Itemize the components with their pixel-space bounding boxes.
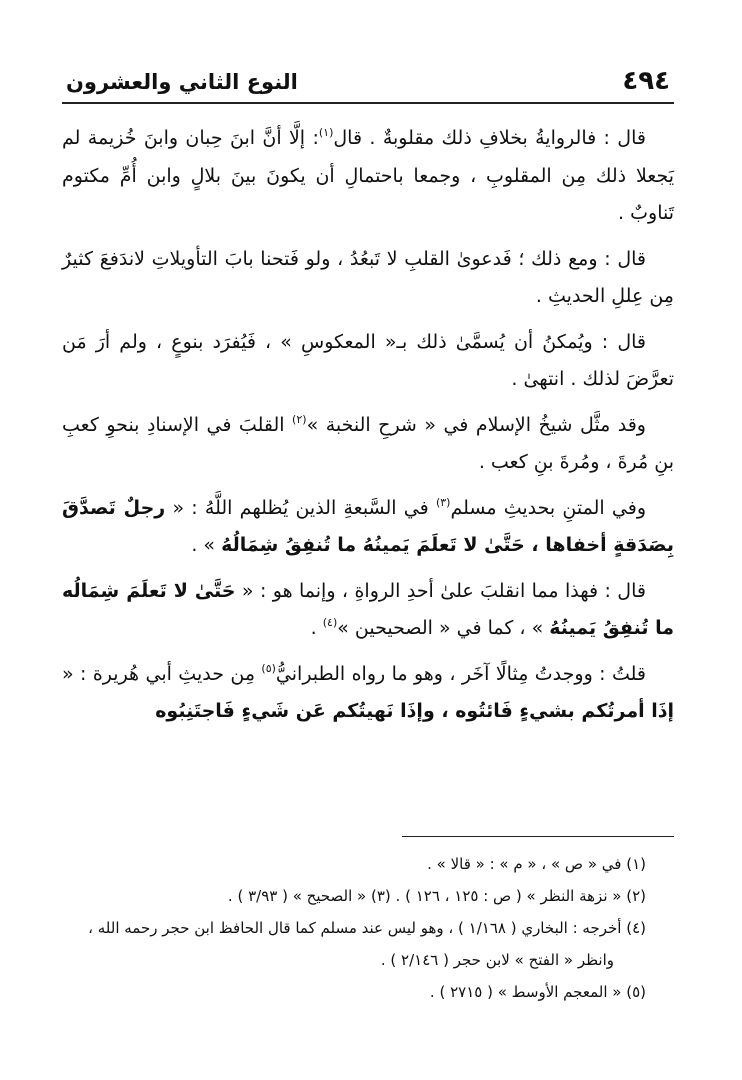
text-run: قلتُ : ووجدتُ مِثالًا آخَر ، وهو ما رواه الطبرانيُّ: [275, 662, 646, 685]
footnote-marker: (٢): [292, 412, 307, 426]
text-run: قال : ويُمكنُ أن يُسمَّىٰ ذلك بـ« المعكوسِ » ، فَيُفرَد بنوعٍ ، ولم أرَ مَن تعرَّضَ لذلك . انتهىٰ .: [62, 330, 674, 390]
text-run: مِن حديثِ أبي هُريرة : «: [62, 662, 262, 685]
text-run: » ، كما في « الصحيحين »: [337, 617, 550, 639]
hadith-quote: حَتَّىٰ لا تَعلَمَ شِمَالُه ما تُنفِقُ يَمينُهُ: [62, 579, 674, 639]
text-run: قال : ومع ذلك ؛ فَدعوىٰ القلبِ لا تَبعُدُ ، ولو فَتحنا بابَ التأويلاتِ لاندَفعَ كثيرٌ مِن عِللِ الحديثِ .: [62, 247, 674, 307]
text-run: قال : فهذا مما انقلبَ علىٰ أحدِ الرواةِ ، وإنما هو : «: [235, 579, 646, 602]
text-run: وقد مثَّل شيخُ الإسلام في « شرحِ النخبة »: [306, 413, 646, 436]
footnote: (٢) « نزهة النظر » ( ص : ١٢٥ ، ١٢٦ ) . (٣) « الصحيح » ( ٣/٩٣ ) .: [227, 887, 646, 905]
paragraph: [62, 241, 674, 316]
running-title: النوع الثاني والعشرون: [66, 70, 298, 94]
footnote-marker: (٣): [435, 495, 451, 509]
paragraph: [62, 407, 674, 482]
paragraph: [62, 490, 674, 565]
text-run: وفي المتنِ بحديثِ مسلم: [450, 496, 646, 519]
footnote-marker: (١): [318, 126, 334, 139]
paragraph: [62, 324, 674, 399]
footnote-marker: (٥): [261, 661, 276, 675]
footnote: (٤) أخرجه : البخاري ( ١/١٦٨ ) ، وهو ليس عند مسلم كما قال الحافظ ابن حجر رحمه الله ،: [88, 919, 646, 937]
text-run: : إلَّا أنَّ ابنَ حِبان وابنَ خُزيمة لم يَجعلا ذلك مِن المقلوبِ ، وجمعا باحتمالِ أن يكونَ بينَ بلالٍ وابن أُمِّ مكتوم تَناوبٌ .: [62, 127, 674, 224]
paragraph: [62, 656, 674, 731]
text-run: .: [310, 617, 323, 639]
footnote-rule: [402, 836, 674, 837]
page-number: ٤٩٤: [622, 66, 670, 96]
text-run: قال : فالروايةُ بخلافِ ذلك مقلوبةٌ . قال: [333, 127, 646, 149]
header-rule: [62, 102, 674, 104]
hadith-quote: إذَا أمرتُكم بشيءٍ فَائتُوه ، وإذَا نَهيتُكم عَن شَيءٍ فَاجتَنِبُوه: [155, 700, 674, 722]
paragraph: [62, 120, 674, 233]
footnote: (١) في « ص » ، « م » : « قالا » .: [427, 855, 646, 873]
text-run: في السَّبعةِ الذين يُظلهم اللَّهُ : «: [165, 496, 436, 519]
hadith-quote: رجلٌ تَصدَّقَ بِصَدَقةٍ أخفاها ، حَتَّىٰ لا تَعلَمَ يَمينُهُ ما تُنفِقُ شِمَالُهُ: [62, 496, 674, 556]
paragraph: [62, 573, 674, 648]
footnote: وانظر « الفتح » لابن حجر ( ٢/١٤٦ ) .: [380, 951, 614, 969]
text-run: القلبَ في الإسنادِ بنحوِ كعبِ بنِ مُرةَ ، ومُرةَ بنِ كعب .: [62, 413, 674, 473]
footnote: (٥) « المعجم الأوسط » ( ٢٧١٥ ) .: [429, 983, 646, 1001]
footnotes: [62, 848, 674, 1008]
page-header: [66, 66, 670, 104]
footnote-marker: (٤): [322, 616, 338, 629]
main-text: [62, 120, 674, 739]
text-run: » .: [191, 534, 222, 556]
